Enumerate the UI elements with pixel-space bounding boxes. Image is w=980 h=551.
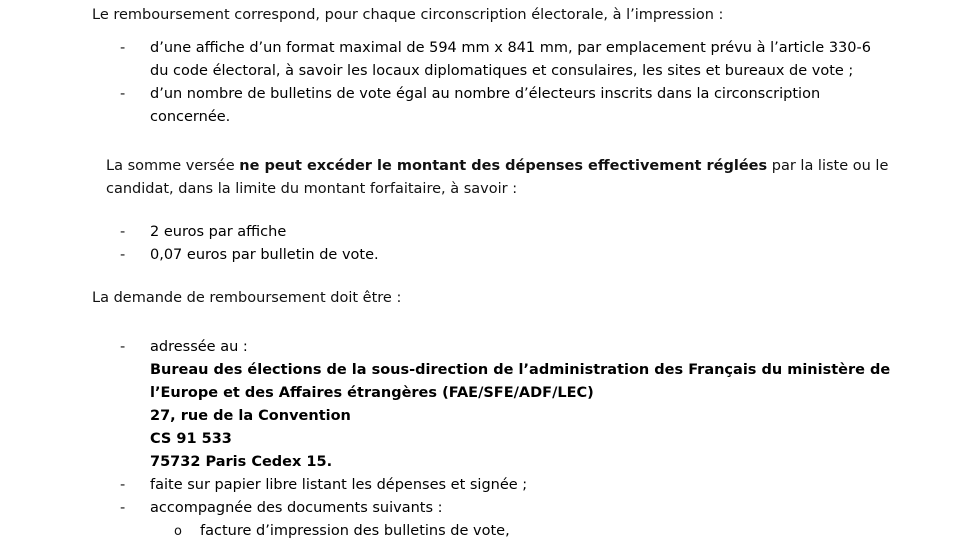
list-item (92, 83, 892, 129)
bullet-list-montants (92, 221, 892, 267)
list-item (92, 336, 892, 359)
list-item-text: d’une affiche d’un format maximal de 594 mm x 841 mm, par emplacement prévu à l’article 330-6 du code électoral, à savoir les locaux diplomatiques et consulaires, les sites et bureaux de vote ; (150, 40, 871, 79)
dash-marker: - (120, 500, 126, 516)
list-item-text: 2 euros par affiche (150, 224, 287, 240)
bullet-list-demande-suite (92, 474, 892, 520)
sub-bullet-list-documents (92, 520, 892, 543)
list-item-text: adressée au : (150, 339, 248, 355)
spacer (92, 201, 892, 221)
spacer (92, 129, 892, 155)
demande-intro-paragraph: La demande de remboursement doit être : (92, 290, 402, 306)
spacer (92, 267, 892, 287)
list-item-text: accompagnée des documents suivants : (150, 500, 443, 516)
list-item-text: facture d’impression des bulletins de vote, (200, 523, 510, 539)
somme-versee-paragraph (92, 155, 892, 201)
dash-marker: - (120, 247, 126, 263)
address-line-bureau: Bureau des élections de la sous-direction de l’administration des Français du ministère de l’Europe et des Affaires étrangères (FAE/SFE/ADF/LEC) (150, 362, 891, 401)
dash-marker: - (120, 86, 126, 102)
circle-marker: o (174, 524, 182, 539)
intro-paragraph: Le remboursement correspond, pour chaque circonscription électorale, à l’impression : (92, 7, 724, 23)
list-item-text: faite sur papier libre listant les dépenses et signée ; (150, 477, 528, 493)
somme-text-part2: par la liste ou le candidat, dans la limite du montant forfaitaire, à savoir : (106, 158, 889, 197)
document-body (92, 4, 892, 543)
list-item (92, 474, 892, 497)
list-item (92, 37, 892, 83)
bullet-list-impression (92, 37, 892, 129)
somme-text-part1: La somme versée (106, 158, 240, 174)
list-item (92, 520, 892, 543)
list-item-text: 0,07 euros par bulletin de vote. (150, 247, 379, 263)
spacer (92, 27, 892, 37)
somme-text-bold: ne peut excéder le montant des dépenses effectivement réglées (239, 158, 768, 174)
dash-marker: - (120, 40, 126, 56)
list-item (92, 497, 892, 520)
address-line-cs: CS 91 533 (150, 431, 232, 447)
bullet-list-demande (92, 336, 892, 359)
dash-marker: - (120, 339, 126, 355)
list-item (92, 221, 892, 244)
dash-marker: - (120, 224, 126, 240)
list-item-text: d’un nombre de bulletins de vote égal au nombre d’électeurs inscrits dans la circonscription concernée. (150, 86, 821, 125)
spacer (92, 310, 892, 336)
list-item (92, 244, 892, 267)
address-line-street: 27, rue de la Convention (150, 408, 351, 424)
dash-marker: - (120, 477, 126, 493)
address-line-city: 75732 Paris Cedex 15. (150, 454, 333, 470)
